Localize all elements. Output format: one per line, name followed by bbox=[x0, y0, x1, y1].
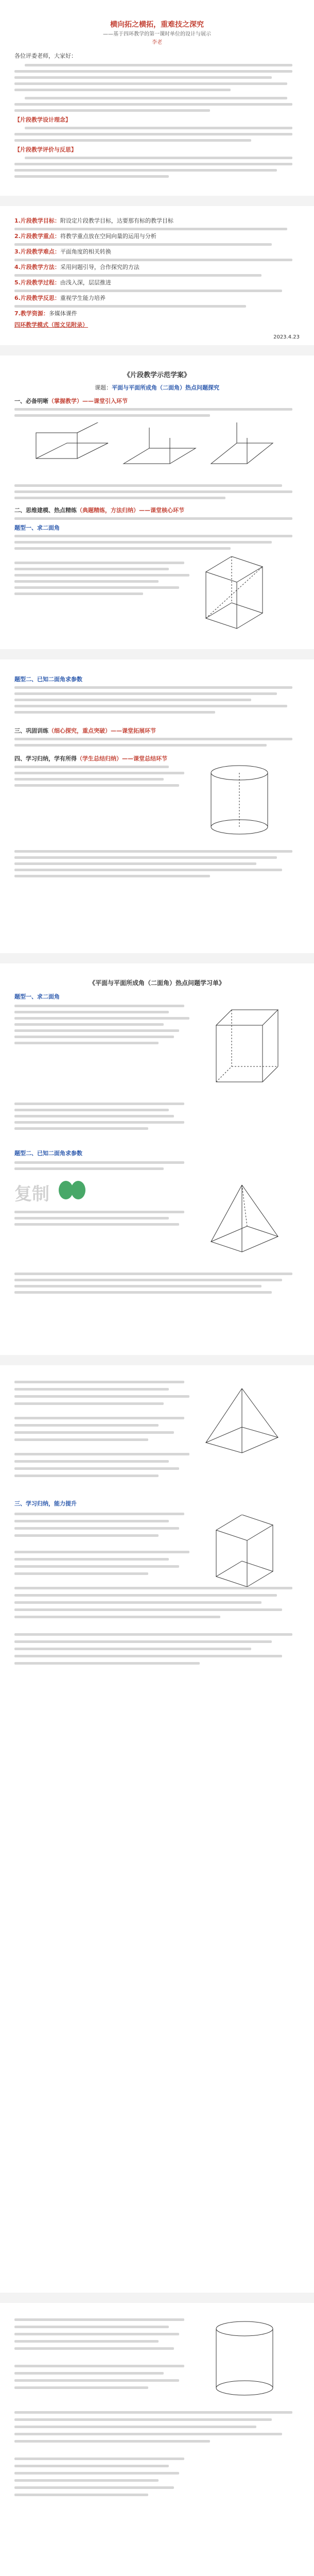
appendix-link[interactable]: 四环教学模式（图文见附录） bbox=[14, 321, 88, 328]
author: 李老 bbox=[152, 40, 162, 45]
page-worksheet bbox=[0, 963, 314, 1355]
diagram-dihedral-angles bbox=[31, 422, 278, 479]
page-title: 横向拓之横拓，重难技之深究 bbox=[110, 21, 204, 29]
figure-cylinder-practice bbox=[206, 2318, 283, 2401]
question-type-one: 题型一、求二面角 bbox=[14, 993, 60, 1000]
section-two: 二、思维建模、热点精练（典题精练，方法归纳）——课堂核心环节 bbox=[14, 507, 184, 514]
question-type-two: 题型二、已知二面角求参数 bbox=[14, 1150, 82, 1157]
page-design bbox=[0, 206, 314, 345]
figure-prism-solution bbox=[206, 1515, 283, 1592]
page-solutions bbox=[0, 1365, 314, 2293]
page-practice bbox=[0, 2303, 314, 2576]
section-summary: 三、学习归纳，能力提升 bbox=[14, 1500, 77, 1507]
page-lesson-plan-2 bbox=[0, 659, 314, 953]
figure-cube bbox=[206, 1005, 283, 1092]
page-lesson-plan bbox=[0, 355, 314, 649]
question-type-two: 题型二、已知二面角求参数 bbox=[14, 676, 82, 683]
figure-pyramid-solution bbox=[201, 1386, 283, 1458]
list-item: 4.片段教学方法：采用问题引导，合作探究的方法 bbox=[14, 264, 139, 270]
lesson-title: 《片段教学示范学案》 bbox=[123, 371, 190, 379]
section-reflection: 【片段教学评价与反思】 bbox=[14, 146, 77, 153]
page-subtitle: ——基于四环教学的第一课时单位的设计与展示 bbox=[103, 31, 211, 37]
lesson-topic: 课题：平面与平面所成角（二面角）热点问题探究 bbox=[95, 384, 219, 391]
date: 2023.4.23 bbox=[273, 334, 300, 340]
section-design: 【片段教学设计理念】 bbox=[14, 116, 71, 123]
figure-cylinder bbox=[201, 762, 278, 840]
section-one: 一、必备明晰（掌握教学）——课堂引入环节 bbox=[14, 398, 128, 404]
watermark: 复制 bbox=[14, 1184, 49, 1205]
list-item: 5.片段教学过程：由浅入深，层层推进 bbox=[14, 279, 111, 286]
list-item: 1.片段教学目标：附设定片段教学目标，达要那有标的教学目标 bbox=[14, 217, 173, 224]
list-item: 3.片段教学难点：平面角度的相关转换 bbox=[14, 248, 111, 255]
watermark-icon bbox=[57, 1180, 88, 1200]
worksheet-title: 《平面与平面所成角（二面角）热点问题学习单》 bbox=[89, 979, 225, 987]
figure-pyramid bbox=[206, 1180, 283, 1257]
figure-prism bbox=[196, 556, 273, 634]
page-cover bbox=[0, 0, 314, 196]
list-item: 7.教学资源：多媒体课件 bbox=[14, 310, 77, 317]
section-three: 三、巩固训练（细心探究，重点突破）——课堂拓展环节 bbox=[14, 727, 156, 734]
list-item: 2.片段教学重点：将教学重点放在空间向量的运用与分析 bbox=[14, 233, 156, 240]
question-type-one: 题型一、求二面角 bbox=[14, 524, 60, 531]
list-item: 6.片段教学反思：重视学生能力培养 bbox=[14, 295, 106, 301]
section-four: 四、学习归纳，学有所得（学生总结归纳）——课堂总结环节 bbox=[14, 755, 167, 762]
greeting: 各位评委老师，大家好： bbox=[14, 53, 77, 59]
